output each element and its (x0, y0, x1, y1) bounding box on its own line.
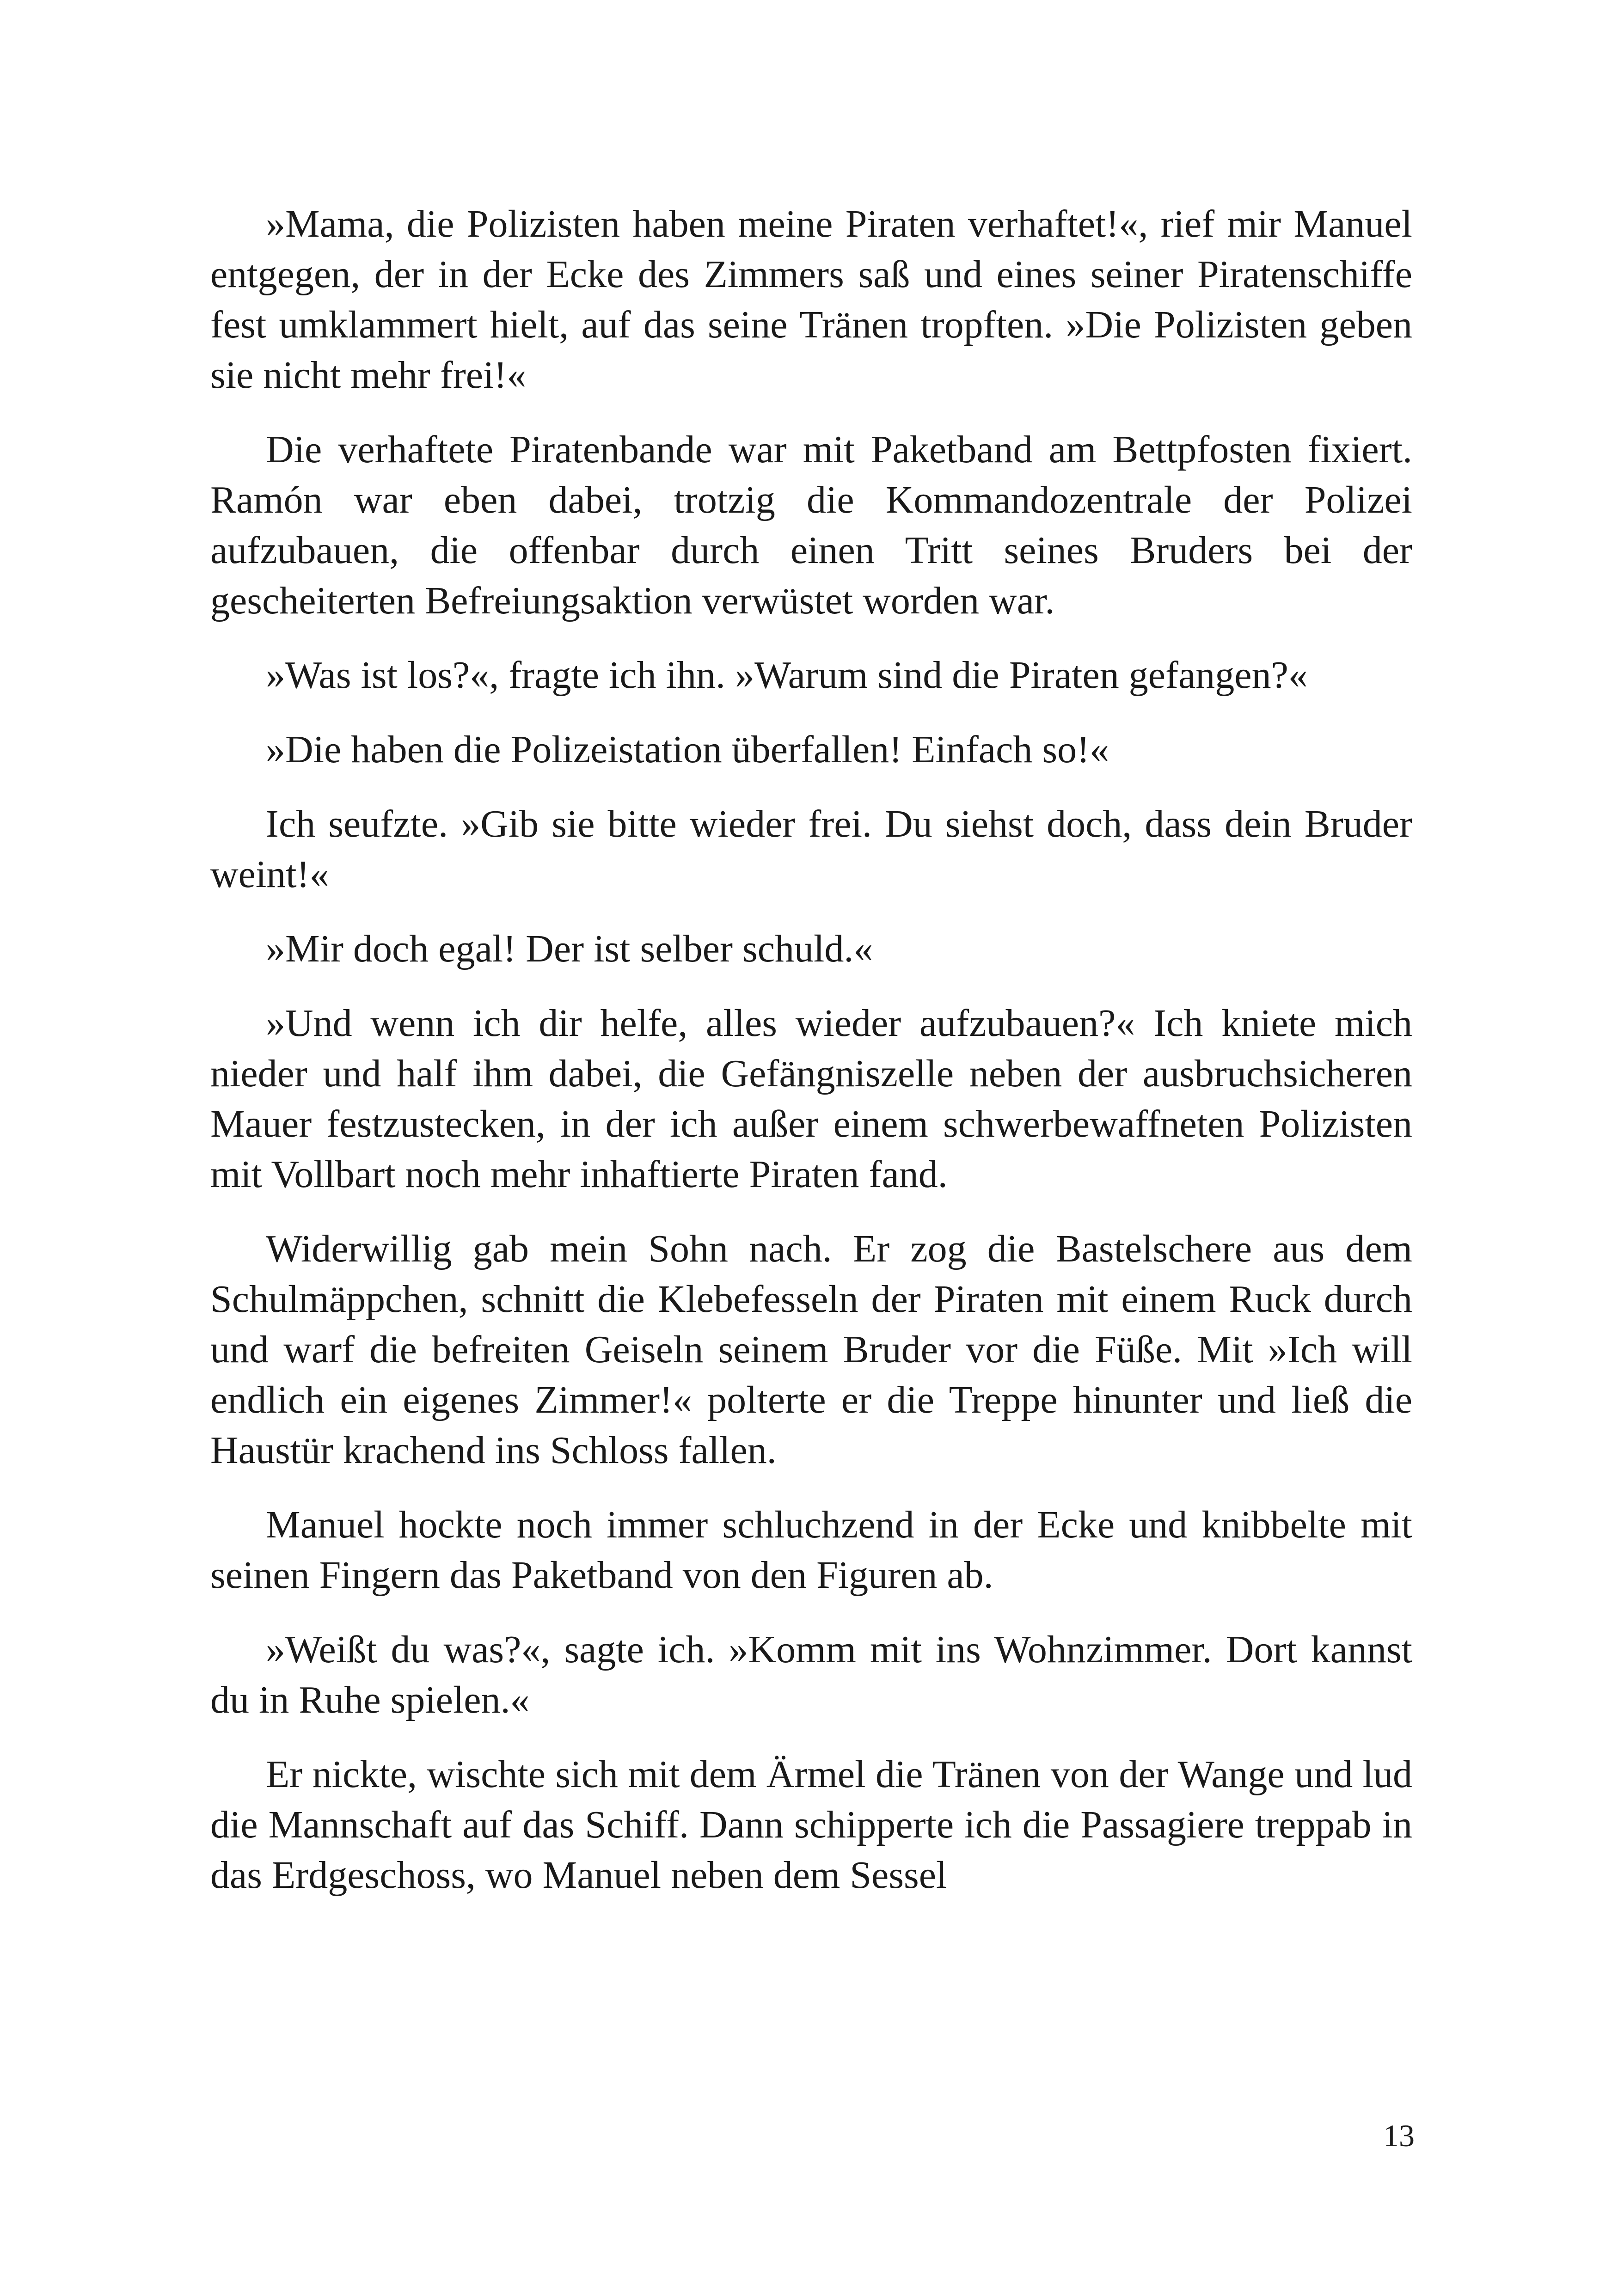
paragraph: »Mama, die Polizisten haben meine Piraten verhaftet!«, rief mir Manuel entgegen, der in der Ecke des Zimmers saß und eines seiner Piratenschiffe fest umklammert hielt, auf das seine Tränen tropften. »Die Polizisten geben sie nicht mehr frei!« (210, 202, 1412, 397)
paragraph: Widerwillig gab mein Sohn nach. Er zog die Bastelschere aus dem Schulmäppchen, schnitt die Klebefesseln der Piraten mit einem Ruck durch und warf die befreiten Geiseln seinem Bruder vor die Füße. Mit »Ich will endlich ein eigenes Zimmer!« polterte er die Treppe hinunter und ließ die Haustür krachend ins Schloss fallen. (210, 1227, 1412, 1472)
paragraph: »Mir doch egal! Der ist selber schuld.« (266, 927, 873, 970)
paragraph: Er nickte, wischte sich mit dem Ärmel die Tränen von der Wange und lud die Mannschaft auf das Schiff. Dann schipperte ich die Passagiere treppab in das Erdgeschoss, wo Manuel neben dem Sessel (210, 1753, 1412, 1897)
paragraph: »Und wenn ich dir helfe, alles wieder aufzubauen?« Ich kniete mich nieder und half ihm dabei, die Gefängniszelle neben der ausbruchsicheren Mauer festzustecken, in der ich außer einem schwerbewaffneten Polizisten mit Vollbart noch mehr inhaftierte Piraten fand. (210, 1002, 1412, 1196)
paragraph: Die verhaftete Piratenbande war mit Paketband am Bettpfosten fixiert. Ramón war eben dabei, trotzig die Kommandozentrale der Polizei aufzubauen, die offenbar durch einen Tritt seines Bruders bei der gescheiterten Befreiungsaktion verwüstet worden war. (210, 428, 1412, 622)
paragraph: »Weißt du was?«, sagte ich. »Komm mit ins Wohnzimmer. Dort kannst du in Ruhe spielen.« (210, 1628, 1412, 1721)
body-text (210, 199, 1412, 1924)
paragraph: Manuel hockte noch immer schluchzend in der Ecke und knibbelte mit seinen Fingern das Paketband von den Figuren ab. (210, 1503, 1412, 1597)
paragraph: »Was ist los?«, fragte ich ihn. »Warum sind die Piraten gefangen?« (266, 654, 1308, 697)
paragraph: »Die haben die Polizeistation überfallen! Einfach so!« (266, 728, 1109, 771)
page-number: 13 (1383, 2118, 1415, 2153)
paragraph: Ich seufzte. »Gib sie bitte wieder frei. Du siehst doch, dass dein Bruder weint!« (210, 802, 1412, 896)
